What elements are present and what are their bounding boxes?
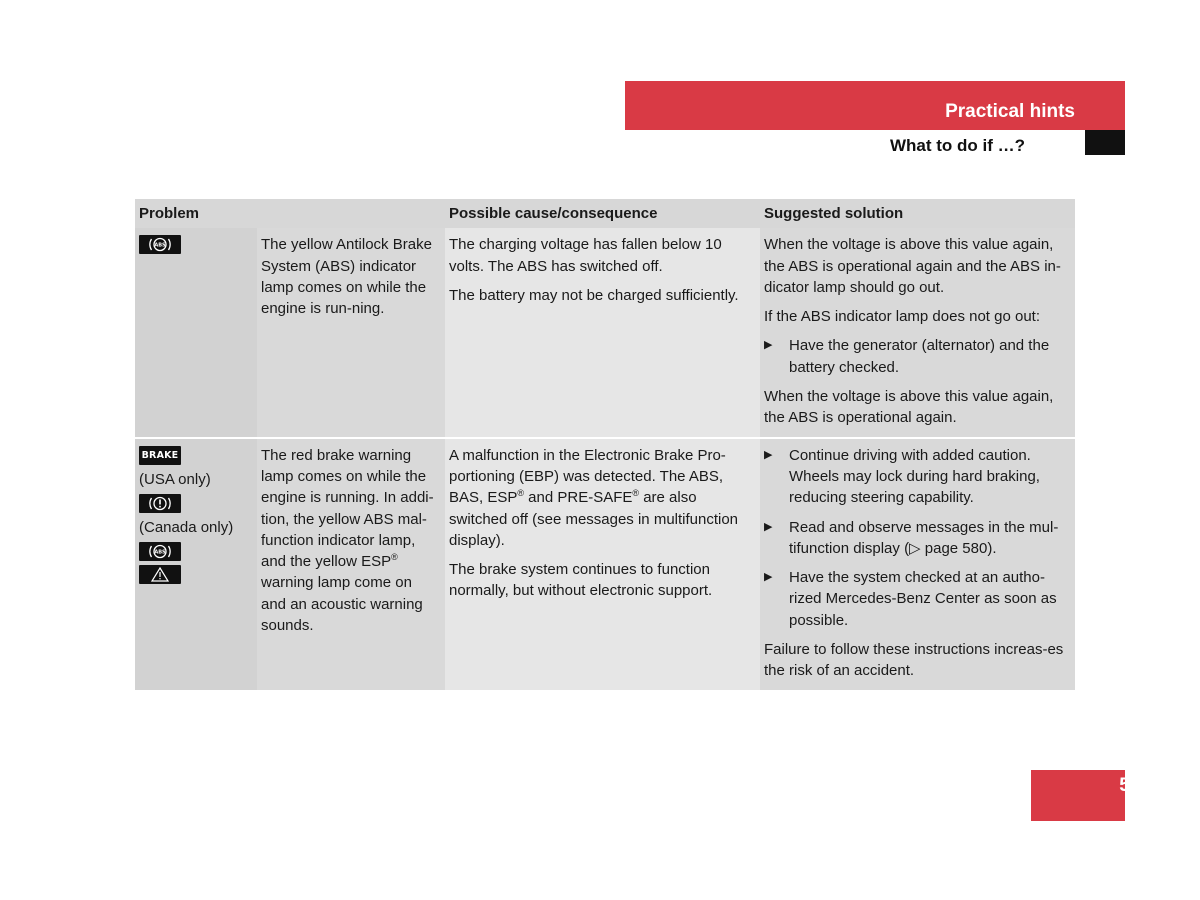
cause-cell [445, 228, 760, 438]
solution-text: If the ABS indicator lamp does not go out: [764, 308, 1041, 326]
solution-text: Failure to follow these instructions increas-es the risk of an accident. [764, 641, 1064, 680]
table-row [135, 439, 1075, 690]
cause-text: The charging voltage has fallen below 10 volts. The ABS has switched off. [449, 236, 722, 275]
cause-text: The battery may not be charged sufficiently. [449, 286, 739, 304]
cause-cell [445, 439, 760, 690]
column-header-solution: Suggested solution [760, 199, 1075, 228]
bullet-triangle-icon: ▶ [764, 520, 773, 533]
bullet-triangle-icon: ▶ [764, 339, 773, 352]
column-header-cause: Possible cause/consequence [445, 199, 760, 228]
problem-icon-cell [135, 439, 257, 690]
solution-text: When the voltage is above this value again, the ABS is operational again. [764, 388, 1054, 427]
problem-text: The red brake warning lamp comes on while the engine is running. In addi-tion, the yellow ABS mal-function indicator lamp, and the yellow ESP® warning lamp come on and an acoustic warning sounds. [261, 446, 434, 635]
brake-warning-icon: BRAKE [139, 446, 181, 465]
page-number: 567 [1119, 775, 1151, 796]
solution-step: ▶ Have the generator (alternator) and the battery checked. [764, 335, 1071, 378]
problem-description [257, 439, 445, 690]
troubleshooting-table [135, 199, 1075, 690]
solution-cell [760, 228, 1075, 438]
solution-cell [760, 439, 1075, 690]
column-header-problem: Problem [135, 199, 257, 228]
problem-icon-cell [135, 228, 257, 438]
section-title: Practical hints [945, 101, 1075, 122]
problem-text: The yellow Antilock Brake System (ABS) indicator lamp comes on while the engine is run-ning. [261, 236, 432, 318]
esp-warning-triangle-icon [139, 565, 181, 584]
svg-text:ABS: ABS [154, 549, 166, 556]
bullet-triangle-icon: ▶ [764, 448, 773, 461]
cause-text: A malfunction in the Electronic Brake Pro-portioning (EBP) was detected. The ABS, BAS, ESP® and PRE-SAFE® are also switched off (see messages in multifunction display). [449, 446, 739, 549]
page-number-box [1031, 770, 1125, 821]
solution-step: ▶ Have the system checked at an autho-rized Mercedes-Benz Center as soon as possible. [764, 567, 1071, 631]
bullet-triangle-icon: ▶ [764, 571, 773, 584]
subsection-marker [1085, 130, 1125, 155]
abs-indicator-icon [139, 542, 181, 561]
brake-circle-warning-icon [139, 494, 181, 513]
usa-only-label: (USA only) [139, 470, 211, 488]
table-row [135, 228, 1075, 438]
solution-text: When the voltage is above this value again, the ABS is operational again and the ABS in-dicator lamp should go out. [764, 236, 1061, 296]
cause-text: The brake system continues to function normally, but without electronic support. [449, 561, 713, 600]
canada-only-label: (Canada only) [139, 518, 234, 536]
problem-description [257, 228, 445, 438]
abs-indicator-icon [139, 235, 181, 254]
column-header-description [257, 199, 445, 228]
solution-step: ▶ Read and observe messages in the mul-tifunction display (▷ page 580). [764, 517, 1071, 560]
solution-step: ▶ Continue driving with added caution. Wheels may lock during hard braking, reducing steering capability. [764, 445, 1071, 509]
subsection-title: What to do if …? [889, 136, 1025, 155]
table-header-row [135, 199, 1075, 228]
svg-text:ABS: ABS [154, 242, 166, 249]
